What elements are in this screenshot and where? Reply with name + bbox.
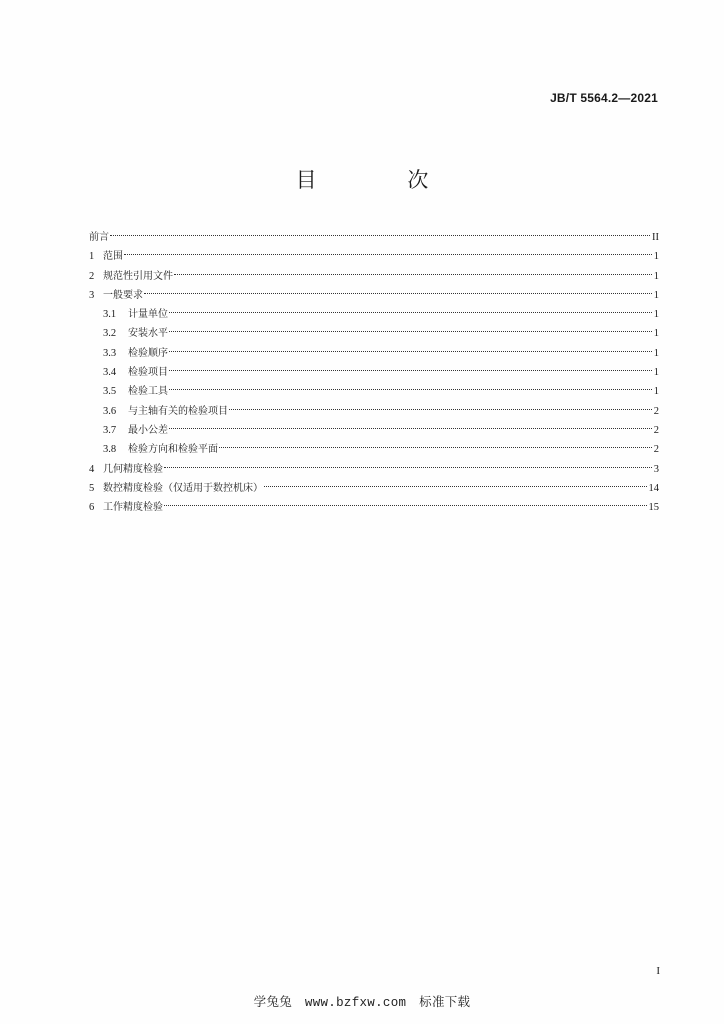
toc-entry[interactable] (89, 324, 659, 343)
toc-entry[interactable] (89, 460, 659, 479)
toc-leader-dots (229, 409, 652, 410)
footer-site-name: 学兔兔 (253, 994, 293, 1009)
toc-entry-page: 1 (653, 328, 659, 340)
toc-entry-number: 3.7 (103, 424, 117, 436)
toc-entry-page: 1 (653, 367, 659, 379)
toc-leader-dots (169, 389, 652, 390)
toc-entry[interactable] (89, 286, 659, 305)
toc-entry[interactable] (89, 228, 659, 247)
toc-entry-page: 3 (653, 463, 659, 475)
toc-entry-title: 与主轴有关的检验项目 (128, 405, 228, 417)
toc-entry-number: 5 (89, 482, 95, 494)
toc-entry-page: 1 (653, 289, 659, 301)
toc-entry-number: 3.5 (103, 386, 117, 398)
toc-entry-title: 计量单位 (128, 309, 168, 321)
toc-entry-title: 几何精度检验 (103, 463, 163, 475)
toc-leader-dots (169, 370, 652, 371)
toc-entry[interactable] (89, 440, 659, 459)
toc-entry-number: 3.2 (103, 328, 117, 340)
footer-watermark (0, 992, 724, 1010)
toc-entry-page: 1 (653, 386, 659, 398)
toc-leader-dots (124, 254, 652, 255)
toc-leader-dots (169, 312, 652, 313)
toc-entry[interactable] (89, 402, 659, 421)
toc-entry-page: 2 (653, 444, 659, 456)
toc-entry[interactable] (89, 305, 659, 324)
toc-leader-dots (164, 467, 652, 468)
toc-entry-title: 检验方向和检验平面 (128, 444, 218, 456)
toc-entry-title: 最小公差 (128, 424, 168, 436)
toc-leader-dots (169, 351, 652, 352)
toc-entry[interactable] (89, 363, 659, 382)
toc-entry-number: 3 (89, 289, 95, 301)
toc-entry-number: 3.1 (103, 309, 117, 321)
toc-entry[interactable] (89, 382, 659, 401)
footer-url[interactable]: www.bzfxw.com (304, 996, 407, 1010)
toc-entry[interactable] (89, 498, 659, 517)
toc-entry-title: 检验顺序 (128, 347, 168, 359)
toc-entry-page: 1 (653, 309, 659, 321)
toc-entry[interactable] (89, 267, 659, 286)
toc-entry-number: 3.3 (103, 347, 117, 359)
toc-entry-number: 3.6 (103, 405, 117, 417)
toc-entry-page: II (652, 232, 659, 243)
toc-entry-page: 1 (653, 251, 659, 263)
toc-entry-number: 2 (89, 270, 95, 282)
toc-entry[interactable] (89, 247, 659, 266)
toc-entry[interactable] (89, 344, 659, 363)
toc-leader-dots (169, 428, 652, 429)
toc-entry-title: 规范性引用文件 (103, 270, 173, 282)
toc-title: 目 次 (295, 168, 471, 192)
toc-leader-dots (264, 486, 647, 487)
toc-entry-page: 15 (648, 502, 659, 514)
toc-entry-title: 范围 (103, 251, 123, 263)
toc-leader-dots (144, 293, 652, 294)
toc-entry-title: 检验工具 (128, 386, 168, 398)
toc-entry-number: 6 (89, 502, 95, 514)
toc-entry-page: 1 (653, 270, 659, 282)
table-of-contents (89, 228, 659, 517)
toc-entry-number: 3.8 (103, 444, 117, 456)
toc-entry-title: 一般要求 (103, 289, 143, 301)
toc-entry-number: 1 (89, 251, 95, 263)
toc-entry-page: 14 (648, 482, 659, 494)
toc-entry-number: 4 (89, 463, 95, 475)
toc-entry[interactable] (89, 479, 659, 498)
toc-entry-page: 1 (653, 347, 659, 359)
toc-leader-dots (219, 447, 652, 448)
toc-entry-title: 工作精度检验 (103, 502, 163, 514)
toc-leader-dots (110, 235, 650, 236)
toc-entry-title: 检验项目 (128, 367, 168, 379)
page-number: I (656, 965, 660, 977)
standard-number: JB/T 5564.2—2021 (550, 91, 658, 105)
toc-entry-title: 安装水平 (128, 328, 168, 340)
toc-entry-page: 2 (653, 405, 659, 417)
toc-leader-dots (169, 331, 652, 332)
toc-entry-number: 3.4 (103, 367, 117, 379)
toc-leader-dots (164, 505, 647, 506)
toc-entry[interactable] (89, 421, 659, 440)
toc-entry-page: 2 (653, 424, 659, 436)
toc-entry-title: 前言 (89, 232, 109, 243)
toc-leader-dots (174, 274, 652, 275)
footer-slogan: 标准下载 (419, 994, 471, 1009)
toc-entry-title: 数控精度检验（仅适用于数控机床） (103, 482, 263, 494)
